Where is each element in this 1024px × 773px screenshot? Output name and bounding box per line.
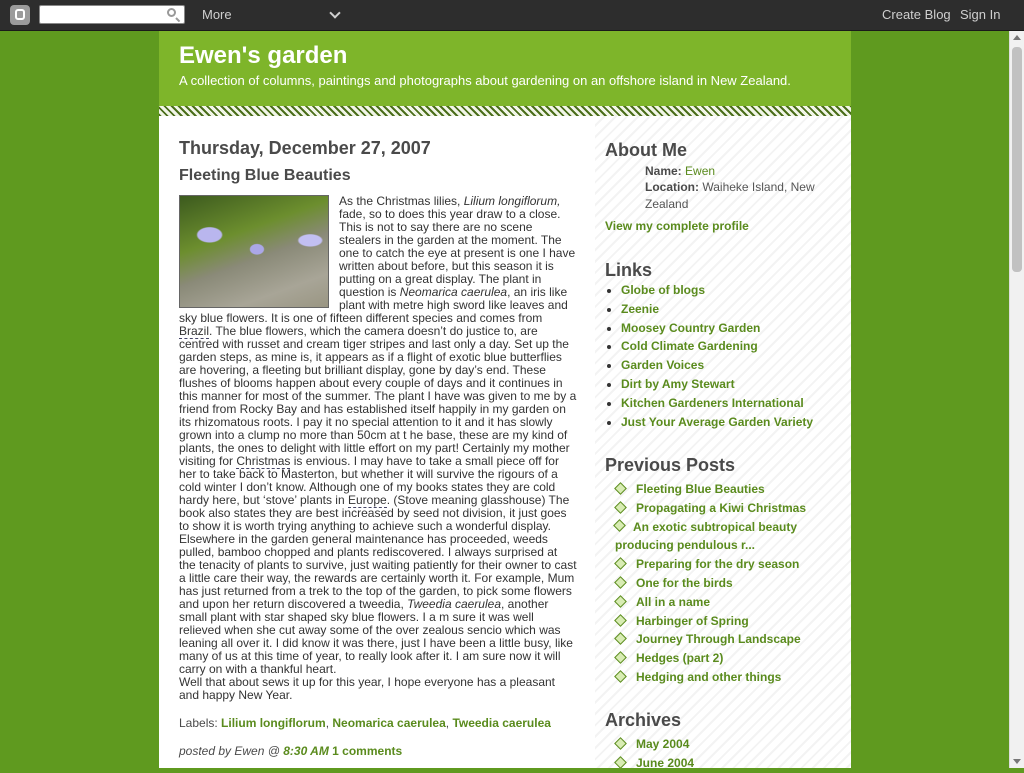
- sidebar-link[interactable]: Kitchen Gardeners International: [621, 395, 804, 410]
- blog-description: A collection of columns, paintings and photographs about gardening on an offshore island in New Zealand.: [179, 73, 791, 88]
- post-labels: Labels: Lilium longiflorum, Neomarica caerulea, Tweedia caerulea: [179, 716, 551, 730]
- diamond-bullet-icon: [614, 576, 627, 589]
- brazil-link[interactable]: Brazil: [179, 324, 210, 338]
- comments-link[interactable]: 1 comments: [332, 744, 403, 758]
- list-item: [615, 593, 830, 612]
- list-item: [621, 338, 813, 357]
- diamond-bullet-icon: [613, 519, 626, 532]
- previous-posts-list: [615, 480, 830, 687]
- scroll-down-arrow-icon[interactable]: [1013, 759, 1021, 764]
- post-title[interactable]: Fleeting Blue Beauties: [179, 167, 351, 184]
- sign-in-link[interactable]: Sign In: [960, 7, 1001, 22]
- profile-location: Location: Waiheke Island, New Zealand: [645, 180, 815, 211]
- europe-link[interactable]: Europe: [347, 493, 387, 507]
- list-item: [615, 735, 694, 754]
- sidebar-link[interactable]: Dirt by Amy Stewart: [621, 376, 735, 391]
- create-blog-link[interactable]: Create Blog: [882, 7, 951, 22]
- list-item: [621, 357, 813, 376]
- list-item: [615, 574, 830, 593]
- archives-heading: Archives: [605, 710, 682, 730]
- previous-post-link[interactable]: Harbinger of Spring: [636, 613, 749, 628]
- more-menu[interactable]: More: [202, 7, 232, 22]
- list-item: [621, 301, 813, 320]
- diamond-bullet-icon: [614, 737, 627, 750]
- chevron-down-icon[interactable]: [329, 7, 340, 18]
- list-item: [621, 414, 813, 433]
- iris-flowers-photo[interactable]: [179, 195, 329, 308]
- blog-title[interactable]: Ewen's garden: [179, 42, 348, 69]
- previous-post-link[interactable]: Fleeting Blue Beauties: [636, 482, 765, 496]
- label-link[interactable]: Lilium longiflorum: [221, 716, 326, 730]
- list-item: [615, 630, 830, 649]
- post-paragraph-2: Elsewhere in the garden general maintenance has proceeded, weeds pulled, bamboo chopped and plants rediscovered. I always surprised at the tenacity of plants to survive, just waiting patiently for their owner to cast a little care their way, the rewards are certainly worth it. For example, Mum has just returned from a trek to the top of the garden, to pick some flowers and upon her return discovered a tweedia, Tweedia caerulea, another small plant with star shaped sky blue flowers. I a m sure it was well relieved when she cut away some of the over zealous sencio which was leaning all over it. I did know it was there, just I have been a little busy, like many of us at this time of year, to really look after it. I am sure now it will carry on with a thankful heart.: [179, 532, 577, 676]
- list-item: [615, 668, 830, 687]
- sidebar-link[interactable]: Globe of blogs: [621, 283, 705, 297]
- sidebar-link[interactable]: Zeenie: [621, 301, 660, 316]
- links-heading: Links: [605, 260, 653, 280]
- previous-post-link[interactable]: Journey Through Landscape: [636, 632, 801, 647]
- list-item: [621, 395, 813, 414]
- list-item: [615, 754, 694, 773]
- main-column: [179, 138, 577, 758]
- diamond-bullet-icon: [614, 482, 627, 495]
- previous-post-link[interactable]: All in a name: [636, 594, 711, 609]
- about-me-heading: About Me: [605, 140, 687, 160]
- diamond-bullet-icon: [614, 501, 627, 514]
- header-divider: [159, 106, 851, 116]
- list-item: [621, 282, 813, 301]
- diamond-bullet-icon: [614, 633, 627, 646]
- blogger-logo-icon[interactable]: [10, 5, 30, 25]
- list-item: [615, 649, 830, 668]
- post-date: Thursday, December 27, 2007: [179, 138, 431, 158]
- archive-link[interactable]: June 2004: [636, 755, 695, 770]
- previous-post-link[interactable]: Hedging and other things: [636, 669, 782, 684]
- sidebar-link[interactable]: Cold Climate Gardening: [621, 339, 758, 354]
- sidebar-link[interactable]: Just Your Average Garden Variety: [621, 414, 814, 429]
- scroll-up-arrow-icon[interactable]: [1013, 35, 1021, 40]
- list-item: [615, 499, 830, 518]
- previous-post-link[interactable]: Preparing for the dry season: [636, 557, 800, 572]
- list-item: [615, 555, 830, 574]
- previous-post-link[interactable]: One for the birds: [636, 575, 733, 590]
- previous-post-link[interactable]: Propagating a Kiwi Christmas: [636, 500, 807, 515]
- post-footer: posted by Ewen @ 8:30 AM 1 comments: [179, 744, 403, 758]
- post-paragraph-3: Well that about sews it up for this year, I hope everyone has a pleasant and happy New Year.: [179, 675, 556, 702]
- post-body: [179, 195, 577, 702]
- diamond-bullet-icon: [614, 614, 627, 627]
- label-link[interactable]: Tweedia caerulea: [452, 716, 551, 730]
- sidebar-link[interactable]: Moosey Country Garden: [621, 320, 761, 335]
- links-list: [605, 282, 813, 432]
- diamond-bullet-icon: [614, 651, 627, 664]
- view-profile-link[interactable]: View my complete profile: [605, 219, 749, 233]
- scrollbar-thumb[interactable]: [1012, 47, 1022, 272]
- list-item: [615, 480, 830, 499]
- archive-link[interactable]: May 2004: [636, 737, 690, 751]
- archives-list: [615, 735, 694, 773]
- christmas-link[interactable]: Christmas: [236, 454, 291, 468]
- search-icon[interactable]: [167, 8, 176, 17]
- list-item: [621, 376, 813, 395]
- page-scrollbar[interactable]: [1009, 31, 1024, 768]
- diamond-bullet-icon: [614, 595, 627, 608]
- blogger-navbar: [0, 0, 1024, 31]
- profile-name: Name: Ewen: [645, 164, 716, 178]
- post-paragraph-1: As the Christmas lilies, Lilium longiflorum, fade, so to does this year draw to a close. This is not to say there are no scene stealers in the garden at the moment. The one to catch the eye at present is one I have written about before, but this season it is putting on a great display. The plant in question is Neomarica caerulea, an iris like plant with metre high sword like leaves and sky blue flowers. It is one of fifteen different species and comes from Brazil. The blue flowers, which the camera doesn’t do justice to, are centred with russet and cream tiger stripes and last only a day. Set up the garden steps, as mine is, it appears as if a flight of exotic blue butterflies are hovering, a fleeting but brilliant display, gone by day’s end. These flushes of blooms happen about every couple of days and it continues in this manner for most of the summer. The plant I have was given to me by a friend from Rocky Bay and has established itself happily in my garden on its rhizomatous roots. I pay it no special attention to it and it has slowly grown into a clump no more than 50cm at t he base, these are my kind of plants, the ones to delight with little effort on my part! Certainly my mother visiting for Christmas is envious. I may have to take a small piece off for her to take back to Masterton, but whether it will survive the rigours of a cold winter I don’t know. Although one of my books states they are cold hardy here, but ‘stove’ plants in Europe. (Stove meaning glasshouse) The book also states they are best increased by seed not division, it just goes to show it is worth trying anything to achieve such a wonderful display.: [179, 194, 577, 533]
- diamond-bullet-icon: [614, 670, 627, 683]
- label-link[interactable]: Neomarica caerulea: [332, 716, 446, 730]
- previous-post-link[interactable]: An exotic subtropical beauty producing pendulous r...: [615, 519, 798, 553]
- navbar-search-input[interactable]: [39, 5, 185, 24]
- list-item: [621, 320, 813, 339]
- diamond-bullet-icon: [614, 756, 627, 769]
- diamond-bullet-icon: [614, 557, 627, 570]
- list-item: [615, 518, 830, 556]
- sidebar-link[interactable]: Garden Voices: [621, 358, 705, 373]
- post-time-link[interactable]: 8:30 AM: [283, 744, 329, 758]
- profile-name-link[interactable]: Ewen: [685, 164, 716, 178]
- list-item: [615, 612, 830, 631]
- previous-posts-heading: Previous Posts: [605, 455, 736, 475]
- previous-post-link[interactable]: Hedges (part 2): [636, 651, 724, 666]
